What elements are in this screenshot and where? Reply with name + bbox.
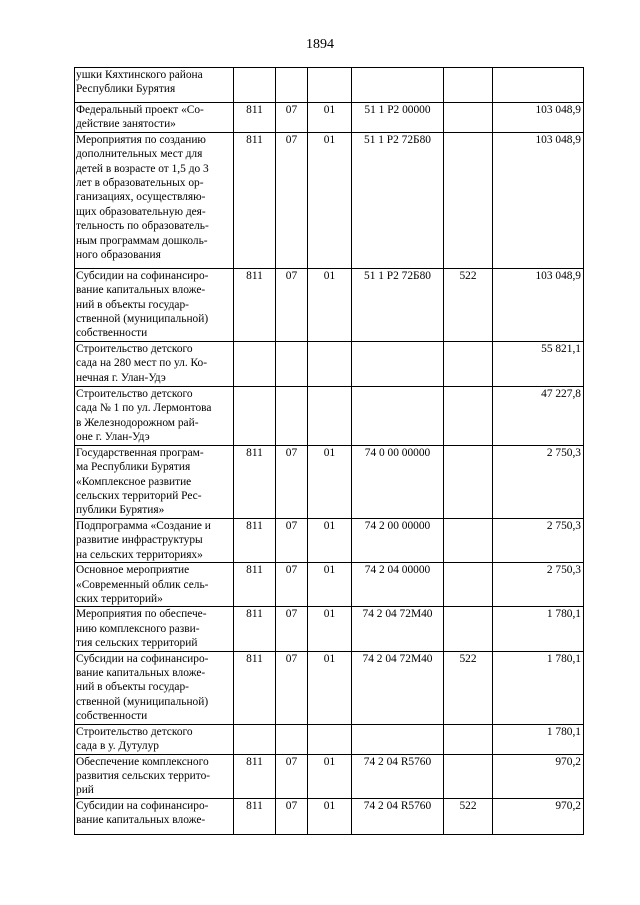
admin-code-cell: 811 [234, 268, 276, 341]
section-code-cell [276, 68, 308, 103]
section-code-cell: 07 [276, 798, 308, 834]
section-code-cell: 07 [276, 103, 308, 133]
amount-cell: 47 227,8 [493, 386, 584, 445]
expense-type-cell [444, 68, 493, 103]
section-code-cell: 07 [276, 651, 308, 724]
subsection-code-cell [308, 341, 352, 386]
row-name-cell [75, 445, 234, 518]
table-row [75, 518, 584, 562]
row-name-line: Обеспечение комплексного [76, 755, 209, 768]
row-name-line: Основное мероприятие [76, 564, 190, 577]
subsection-code-cell [308, 68, 352, 103]
expense-type-cell [444, 132, 493, 268]
expense-type-cell: 522 [444, 651, 493, 724]
row-name-cell [75, 386, 234, 445]
table-row [75, 607, 584, 651]
row-name-line: ственной (муниципальной) [76, 313, 209, 326]
subsection-code-cell: 01 [308, 607, 352, 651]
row-name-line: Субсидии на софинансиро- [76, 269, 209, 282]
row-name-line: Подпрограмма «Создание и [76, 519, 211, 532]
row-name-line: нечная г. Улан-Удэ [76, 371, 166, 384]
row-name-line: собственности [76, 710, 148, 723]
table-row [75, 103, 584, 133]
section-code-cell: 07 [276, 563, 308, 607]
expense-type-cell [444, 724, 493, 754]
amount-cell: 970,2 [493, 754, 584, 798]
section-code-cell: 07 [276, 132, 308, 268]
row-name-cell [75, 103, 234, 133]
row-name-line: сада № 1 по ул. Лермонтова [76, 402, 212, 415]
expense-type-cell [444, 563, 493, 607]
subsection-code-cell: 01 [308, 563, 352, 607]
section-code-cell: 07 [276, 268, 308, 341]
section-code-cell: 07 [276, 754, 308, 798]
table-row [75, 724, 584, 754]
row-name-line: «Современный облик сель- [76, 578, 209, 591]
row-name-line: ских территорий» [76, 592, 163, 605]
row-name-cell [75, 607, 234, 651]
amount-cell: 103 048,9 [493, 268, 584, 341]
amount-cell: 2 750,3 [493, 518, 584, 562]
amount-cell: 103 048,9 [493, 132, 584, 268]
row-name-line: нию комплексного разви- [76, 622, 200, 635]
row-name-line: Строительство детского [76, 725, 193, 738]
row-name-line: ного образования [76, 249, 161, 262]
row-name-line: ганизациях, осуществляю- [76, 191, 206, 204]
table-row [75, 132, 584, 268]
expense-type-cell [444, 754, 493, 798]
row-name-cell [75, 518, 234, 562]
row-name-line: Мероприятия по обеспече- [76, 608, 207, 621]
admin-code-cell [234, 341, 276, 386]
row-name-cell [75, 754, 234, 798]
admin-code-cell [234, 386, 276, 445]
subsection-code-cell: 01 [308, 518, 352, 562]
expense-type-cell [444, 607, 493, 651]
row-name-line: Субсидии на софинансиро- [76, 799, 209, 812]
row-name-line: собственности [76, 327, 148, 340]
row-name-line: оне г. Улан-Удэ [76, 431, 150, 444]
row-name-cell [75, 268, 234, 341]
page-number: 1894 [306, 37, 334, 52]
row-name-line: действие занятости» [76, 118, 176, 131]
target-code-cell: 74 2 04 R5760 [352, 798, 444, 834]
row-name-line: сада на 280 мест по ул. Ко- [76, 357, 208, 370]
row-name-line: Строительство детского [76, 387, 193, 400]
subsection-code-cell: 01 [308, 651, 352, 724]
subsection-code-cell: 01 [308, 103, 352, 133]
admin-code-cell: 811 [234, 798, 276, 834]
target-code-cell: 51 1 P2 00000 [352, 103, 444, 133]
admin-code-cell: 811 [234, 754, 276, 798]
expense-type-cell [444, 445, 493, 518]
target-code-cell: 74 2 04 72М40 [352, 651, 444, 724]
expense-type-cell [444, 518, 493, 562]
row-name-line: Субсидии на софинансиро- [76, 652, 209, 665]
row-name-line: ма Республики Бурятия [76, 461, 191, 474]
amount-cell [493, 68, 584, 103]
row-name-line: ным программам дошколь- [76, 234, 208, 247]
amount-cell: 1 780,1 [493, 724, 584, 754]
admin-code-cell [234, 724, 276, 754]
row-name-line: Федеральный проект «Со- [76, 104, 204, 116]
expense-type-cell [444, 386, 493, 445]
admin-code-cell: 811 [234, 445, 276, 518]
target-code-cell [352, 68, 444, 103]
row-name-line: вание капитальных вложе- [76, 814, 206, 827]
section-code-cell [276, 386, 308, 445]
subsection-code-cell: 01 [308, 798, 352, 834]
amount-cell: 970,2 [493, 798, 584, 834]
row-name-line: вание капитальных вложе- [76, 284, 206, 297]
table-row [75, 651, 584, 724]
table-row [75, 268, 584, 341]
table-row [75, 68, 584, 103]
row-name-cell [75, 132, 234, 268]
row-name-line: рий [76, 784, 94, 797]
table-row [75, 563, 584, 607]
row-name-line: публики Бурятия» [76, 504, 165, 517]
budget-table-body [75, 68, 584, 835]
row-name-line: на сельских территориях» [76, 548, 203, 561]
row-name-line: ушки Кяхтинского района [76, 69, 203, 81]
expense-type-cell [444, 341, 493, 386]
table-row [75, 798, 584, 834]
table-row [75, 754, 584, 798]
expense-type-cell: 522 [444, 798, 493, 834]
amount-cell: 2 750,3 [493, 563, 584, 607]
table-row [75, 341, 584, 386]
row-name-line: «Комплексное развитие [76, 475, 192, 488]
section-code-cell [276, 724, 308, 754]
row-name-line: щих образовательную дея- [76, 205, 206, 218]
target-code-cell [352, 386, 444, 445]
row-name-line: развитие инфраструктуры [76, 534, 203, 547]
admin-code-cell [234, 68, 276, 103]
amount-cell: 2 750,3 [493, 445, 584, 518]
admin-code-cell: 811 [234, 651, 276, 724]
row-name-line: ственной (муниципальной) [76, 695, 209, 708]
row-name-line: Государственная програм- [76, 446, 204, 459]
row-name-line: тия сельских территорий [76, 637, 198, 650]
row-name-line: Мероприятия по созданию [76, 133, 206, 146]
target-code-cell: 74 2 04 R5760 [352, 754, 444, 798]
row-name-line: сельских территорий Рес- [76, 490, 202, 503]
subsection-code-cell: 01 [308, 268, 352, 341]
amount-cell: 103 048,9 [493, 103, 584, 133]
target-code-cell: 74 2 04 00000 [352, 563, 444, 607]
row-name-line: лет в образовательных ор- [76, 177, 204, 190]
admin-code-cell: 811 [234, 518, 276, 562]
target-code-cell: 74 2 00 00000 [352, 518, 444, 562]
amount-cell: 1 780,1 [493, 651, 584, 724]
amount-cell: 1 780,1 [493, 607, 584, 651]
subsection-code-cell: 01 [308, 445, 352, 518]
target-code-cell: 51 1 P2 72Б80 [352, 132, 444, 268]
target-code-cell [352, 724, 444, 754]
expense-type-cell [444, 103, 493, 133]
admin-code-cell: 811 [234, 103, 276, 133]
row-name-line: развития сельских террито- [76, 769, 211, 782]
table-row [75, 445, 584, 518]
row-name-line: дополнительных мест для [76, 148, 203, 161]
subsection-code-cell: 01 [308, 754, 352, 798]
target-code-cell: 74 0 00 00000 [352, 445, 444, 518]
subsection-code-cell: 01 [308, 132, 352, 268]
row-name-line: тельность по образователь- [76, 220, 209, 233]
target-code-cell [352, 341, 444, 386]
admin-code-cell: 811 [234, 607, 276, 651]
section-code-cell: 07 [276, 518, 308, 562]
expense-type-cell: 522 [444, 268, 493, 341]
budget-table [74, 67, 584, 835]
target-code-cell: 51 1 P2 72Б80 [352, 268, 444, 341]
subsection-code-cell [308, 386, 352, 445]
section-code-cell [276, 341, 308, 386]
row-name-cell [75, 341, 234, 386]
section-code-cell: 07 [276, 607, 308, 651]
row-name-line: в Железнодорожном рай- [76, 416, 199, 429]
row-name-cell [75, 563, 234, 607]
row-name-cell [75, 798, 234, 834]
row-name-line: Республики Бурятия [76, 83, 176, 96]
row-name-line: детей в возрасте от 1,5 до 3 [76, 162, 209, 175]
row-name-line: ний в объекты государ- [76, 681, 189, 694]
admin-code-cell: 811 [234, 132, 276, 268]
table-row [75, 386, 584, 445]
row-name-line: Строительство детского [76, 342, 193, 355]
target-code-cell: 74 2 04 72М40 [352, 607, 444, 651]
row-name-line: сада в у. Дутулур [76, 739, 159, 752]
subsection-code-cell [308, 724, 352, 754]
row-name-cell [75, 724, 234, 754]
amount-cell: 55 821,1 [493, 341, 584, 386]
section-code-cell: 07 [276, 445, 308, 518]
row-name-cell [75, 651, 234, 724]
admin-code-cell: 811 [234, 563, 276, 607]
row-name-line: ний в объекты государ- [76, 298, 189, 311]
row-name-line: вание капитальных вложе- [76, 666, 206, 679]
row-name-cell [75, 68, 234, 103]
